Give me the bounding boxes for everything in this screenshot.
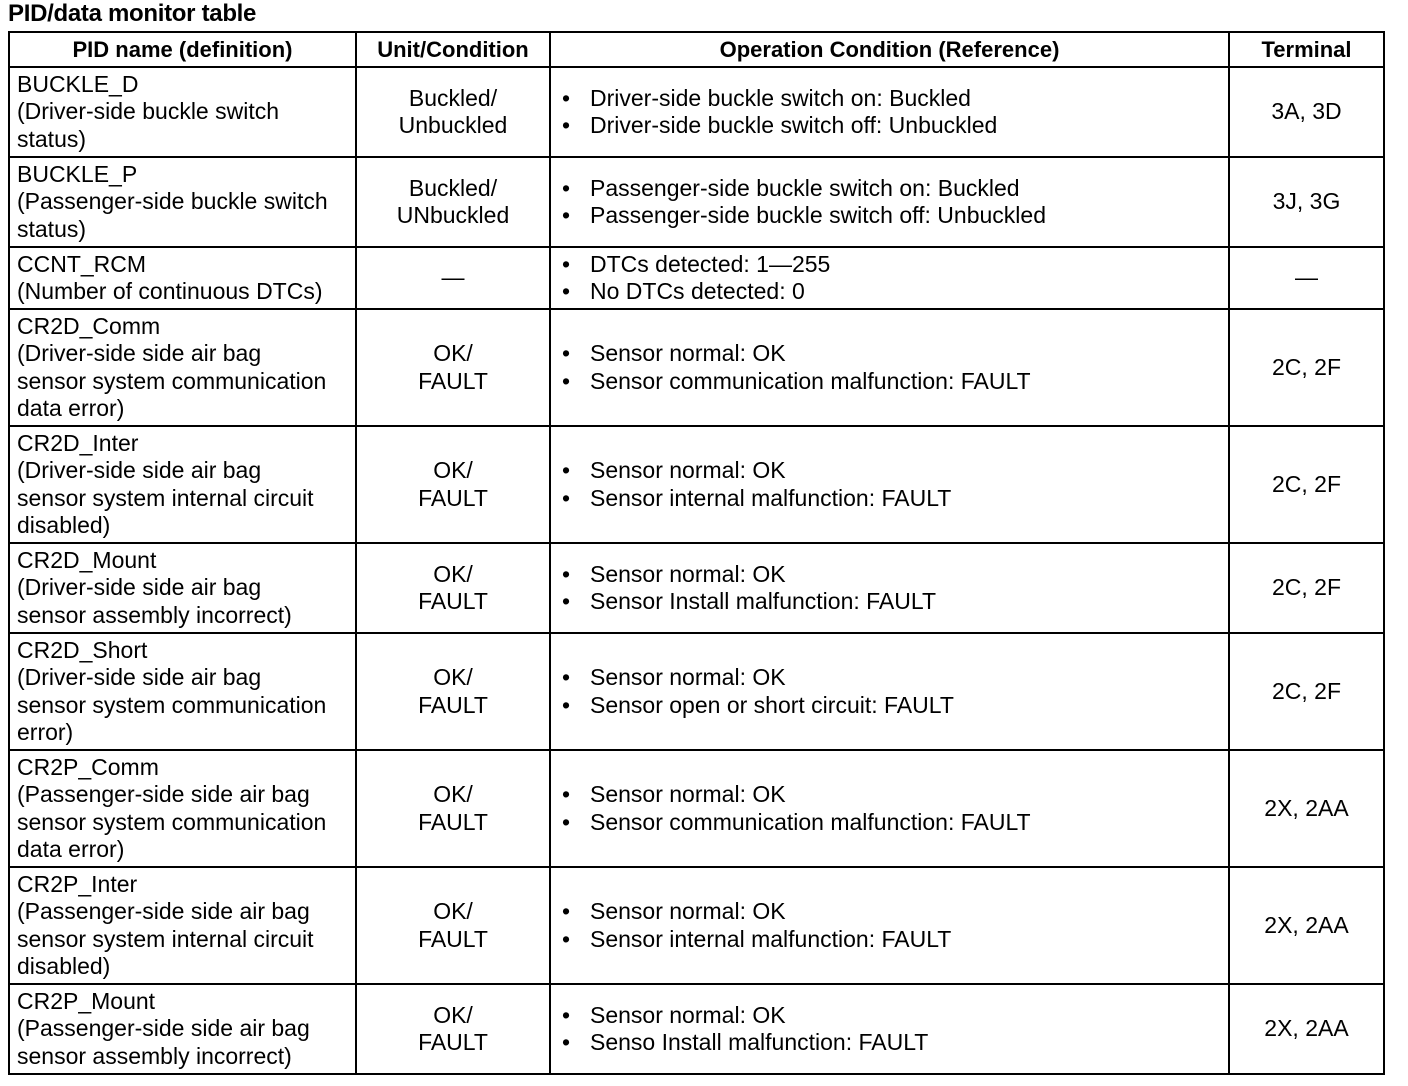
- condition-text: DTCs detected: 1—255: [590, 250, 831, 277]
- terminal-value: 2X, 2AA: [1264, 1015, 1349, 1042]
- page-title: PID/data monitor table: [8, 0, 257, 27]
- terminal-cell: [1229, 867, 1384, 984]
- pid-definition-line: (Driver-side side air bag: [17, 457, 262, 483]
- operation-condition-cell: [550, 157, 1229, 247]
- condition-item: [558, 809, 1221, 837]
- condition-text: Sensor normal: OK: [590, 898, 786, 924]
- unit-condition-line: FAULT: [418, 484, 488, 511]
- operation-condition-cell: [550, 633, 1229, 750]
- column-header-terminal: Terminal: [1229, 32, 1384, 67]
- bullet-icon: •: [562, 560, 571, 587]
- pid-definition-line: (Driver-side side air bag: [17, 664, 262, 690]
- terminal-value: 2C, 2F: [1271, 574, 1342, 601]
- operation-condition-cell: [550, 750, 1229, 867]
- bullet-icon: •: [562, 278, 571, 304]
- unit-condition-line: OK/: [433, 457, 473, 483]
- condition-text: Passenger-side buckle switch on: Buckled: [590, 174, 1020, 201]
- unit-condition-line: FAULT: [418, 691, 488, 718]
- pid-definition-line: sensor assembly incorrect): [17, 1042, 292, 1069]
- unit-condition-cell: [356, 867, 550, 984]
- condition-text: Sensor communication malfunction: FAULT: [590, 808, 1031, 835]
- pid-definition-line: sensor system communication: [17, 808, 327, 835]
- pid-definition-line: sensor system communication: [17, 691, 327, 718]
- unit-condition-cell: [356, 247, 550, 309]
- unit-condition-line: OK/: [433, 1001, 473, 1028]
- condition-item: [558, 692, 1221, 720]
- condition-item: [558, 664, 1221, 692]
- terminal-value: 3J, 3G: [1272, 188, 1341, 215]
- pid-definition-line: status): [17, 125, 87, 152]
- unit-condition-cell: [356, 543, 550, 633]
- pid-name: CCNT_RCM: [17, 250, 147, 277]
- condition-text: Sensor internal malfunction: FAULT: [590, 484, 952, 511]
- table-row: [9, 750, 1384, 867]
- unit-condition-line: FAULT: [418, 1029, 488, 1055]
- pid-name: CR2P_Mount: [17, 987, 156, 1014]
- bullet-icon: •: [562, 691, 571, 718]
- pid-definition-line: (Passenger-side side air bag: [17, 781, 310, 807]
- unit-condition-line: OK/: [433, 340, 473, 366]
- bullet-icon: •: [562, 808, 571, 835]
- pid-name-cell: [9, 157, 356, 247]
- terminal-value: 2C, 2F: [1271, 470, 1342, 497]
- condition-text: Sensor open or short circuit: FAULT: [590, 691, 954, 718]
- condition-item: [558, 457, 1221, 485]
- pid-monitor-table: [8, 31, 1385, 1075]
- pid-definition-line: (Number of continuous DTCs): [17, 278, 323, 304]
- unit-condition-line: —: [441, 264, 465, 291]
- pid-name: CR2P_Comm: [17, 753, 159, 780]
- operation-condition-cell: [550, 543, 1229, 633]
- terminal-value: —: [1295, 264, 1318, 291]
- pid-definition-line: status): [17, 215, 87, 242]
- pid-name: CR2D_Mount: [17, 546, 157, 573]
- pid-name: CR2D_Short: [17, 636, 148, 663]
- condition-item: [558, 340, 1221, 368]
- condition-item: [558, 926, 1221, 954]
- bullet-icon: •: [562, 781, 571, 807]
- pid-name: BUCKLE_P: [17, 160, 138, 187]
- bullet-icon: •: [562, 202, 571, 228]
- bullet-icon: •: [562, 484, 571, 511]
- terminal-cell: [1229, 426, 1384, 543]
- unit-condition-line: FAULT: [418, 588, 488, 614]
- terminal-cell: [1229, 750, 1384, 867]
- condition-text: Sensor normal: OK: [590, 340, 786, 366]
- condition-item: [558, 561, 1221, 589]
- unit-condition-cell: [356, 984, 550, 1074]
- operation-condition-cell: [550, 247, 1229, 309]
- unit-condition-line: FAULT: [418, 925, 488, 952]
- unit-condition-cell: [356, 309, 550, 426]
- condition-item: [558, 278, 1221, 306]
- bullet-icon: •: [562, 340, 571, 366]
- pid-name-cell: [9, 309, 356, 426]
- bullet-icon: •: [562, 1001, 571, 1028]
- pid-definition-line: sensor system internal circuit: [17, 925, 314, 952]
- terminal-cell: [1229, 543, 1384, 633]
- terminal-value: 2C, 2F: [1271, 677, 1342, 704]
- terminal-cell: [1229, 67, 1384, 157]
- condition-text: Sensor normal: OK: [590, 1001, 786, 1028]
- condition-text: Driver-side buckle switch off: Unbuckled: [590, 112, 998, 138]
- column-header-pid-name: PID name (definition): [9, 32, 356, 67]
- table-row: [9, 157, 1384, 247]
- pid-definition-line: disabled): [17, 512, 111, 538]
- unit-condition-line: FAULT: [418, 367, 488, 394]
- terminal-cell: [1229, 247, 1384, 309]
- table-body: [9, 67, 1384, 1074]
- pid-definition-line: data error): [17, 395, 125, 421]
- pid-definition-line: error): [17, 719, 74, 745]
- condition-item: [558, 898, 1221, 926]
- table-row: [9, 543, 1384, 633]
- condition-text: Driver-side buckle switch on: Buckled: [590, 84, 971, 111]
- condition-text: Sensor normal: OK: [590, 664, 786, 690]
- condition-item: [558, 1002, 1221, 1030]
- condition-item: [558, 781, 1221, 809]
- condition-item: [558, 175, 1221, 203]
- operation-condition-cell: [550, 426, 1229, 543]
- terminal-value: 2C, 2F: [1271, 353, 1342, 380]
- bullet-icon: •: [562, 898, 571, 924]
- condition-item: [558, 85, 1221, 113]
- terminal-cell: [1229, 309, 1384, 426]
- table-row: [9, 984, 1384, 1074]
- condition-item: [558, 251, 1221, 279]
- pid-name: BUCKLE_D: [17, 70, 139, 97]
- terminal-value: 3A, 3D: [1271, 98, 1342, 125]
- condition-text: Sensor normal: OK: [590, 781, 786, 807]
- pid-name: CR2D_Comm: [17, 312, 161, 339]
- pid-name-cell: [9, 633, 356, 750]
- table-row: [9, 67, 1384, 157]
- pid-definition-line: (Passenger-side side air bag: [17, 1015, 310, 1042]
- bullet-icon: •: [562, 174, 571, 201]
- terminal-cell: [1229, 633, 1384, 750]
- pid-definition-line: (Driver-side buckle switch: [17, 98, 280, 125]
- table-header-row: [9, 32, 1384, 67]
- bullet-icon: •: [562, 367, 571, 394]
- pid-name-cell: [9, 984, 356, 1074]
- operation-condition-cell: [550, 984, 1229, 1074]
- table-row: [9, 867, 1384, 984]
- pid-definition-line: (Driver-side side air bag: [17, 340, 262, 366]
- pid-name-cell: [9, 867, 356, 984]
- operation-condition-cell: [550, 67, 1229, 157]
- pid-definition-line: data error): [17, 836, 125, 862]
- unit-condition-cell: [356, 67, 550, 157]
- table-row: [9, 633, 1384, 750]
- unit-condition-line: UNbuckled: [396, 202, 510, 228]
- unit-condition-line: Buckled/: [408, 84, 498, 111]
- unit-condition-cell: [356, 750, 550, 867]
- pid-name-cell: [9, 67, 356, 157]
- unit-condition-line: OK/: [433, 560, 473, 587]
- pid-name-cell: [9, 247, 356, 309]
- bullet-icon: •: [562, 84, 571, 111]
- condition-item: [558, 202, 1221, 230]
- pid-name-cell: [9, 426, 356, 543]
- condition-text: Sensor communication malfunction: FAULT: [590, 367, 1031, 394]
- bullet-icon: •: [562, 925, 571, 952]
- pid-name: CR2D_Inter: [17, 429, 139, 456]
- condition-item: [558, 368, 1221, 396]
- table-row: [9, 426, 1384, 543]
- condition-text: Sensor internal malfunction: FAULT: [590, 925, 952, 952]
- pid-name-cell: [9, 750, 356, 867]
- operation-condition-cell: [550, 309, 1229, 426]
- unit-condition-cell: [356, 633, 550, 750]
- unit-condition-line: Buckled/: [408, 174, 498, 201]
- condition-item: [558, 485, 1221, 513]
- column-header-unit-condition: Unit/Condition: [356, 32, 550, 67]
- pid-definition-line: (Passenger-side side air bag: [17, 898, 310, 924]
- table-row: [9, 247, 1384, 309]
- terminal-value: 2X, 2AA: [1264, 794, 1349, 821]
- unit-condition-line: OK/: [433, 664, 473, 690]
- bullet-icon: •: [562, 457, 571, 483]
- pid-definition-line: (Driver-side side air bag: [17, 574, 262, 601]
- terminal-cell: [1229, 157, 1384, 247]
- pid-name: CR2P_Inter: [17, 870, 138, 897]
- terminal-cell: [1229, 984, 1384, 1074]
- condition-text: Sensor normal: OK: [590, 560, 786, 587]
- condition-item: [558, 588, 1221, 616]
- bullet-icon: •: [562, 1029, 571, 1055]
- unit-condition-cell: [356, 426, 550, 543]
- bullet-icon: •: [562, 664, 571, 690]
- pid-definition-line: sensor system communication: [17, 367, 327, 394]
- terminal-value: 2X, 2AA: [1264, 911, 1349, 938]
- unit-condition-line: OK/: [433, 781, 473, 807]
- bullet-icon: •: [562, 250, 571, 277]
- table-row: [9, 309, 1384, 426]
- unit-condition-cell: [356, 157, 550, 247]
- bullet-icon: •: [562, 112, 571, 138]
- condition-text: Sensor Install malfunction: FAULT: [590, 588, 936, 614]
- condition-text: Sensor normal: OK: [590, 457, 786, 483]
- unit-condition-line: OK/: [433, 898, 473, 924]
- pid-definition-line: (Passenger-side buckle switch: [17, 188, 328, 215]
- pid-definition-line: disabled): [17, 953, 111, 979]
- operation-condition-cell: [550, 867, 1229, 984]
- column-header-operation-condition: Operation Condition (Reference): [550, 32, 1229, 67]
- condition-text: Passenger-side buckle switch off: Unbuckled: [590, 202, 1046, 228]
- condition-item: [558, 112, 1221, 140]
- pid-name-cell: [9, 543, 356, 633]
- unit-condition-line: FAULT: [418, 808, 488, 835]
- pid-definition-line: sensor system internal circuit: [17, 484, 314, 511]
- condition-item: [558, 1029, 1221, 1057]
- condition-text: Senso Install malfunction: FAULT: [590, 1029, 929, 1055]
- pid-definition-line: sensor assembly incorrect): [17, 601, 292, 628]
- unit-condition-line: Unbuckled: [398, 112, 508, 138]
- condition-text: No DTCs detected: 0: [590, 278, 805, 304]
- bullet-icon: •: [562, 588, 571, 614]
